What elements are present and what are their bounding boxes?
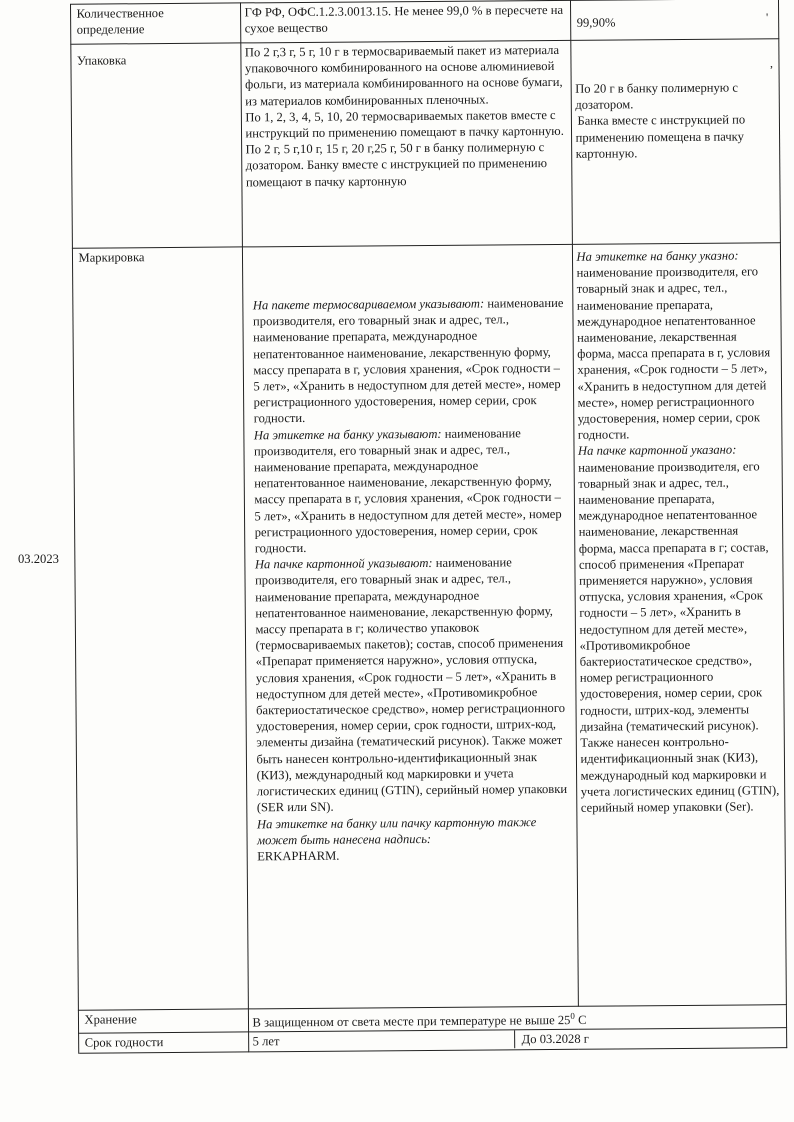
shelf-life-cell	[248, 1028, 786, 1051]
spec-table	[40, 0, 787, 1054]
packaging-req-p1: По 2 г,3 г, 5 г, 10 г в термосвариваемый пакет из материала упаковочного комбинированного на основе алюминиевой фольги, из материала комбинированного на основе бумаги, из материалов комбинированных пленочных.	[244, 42, 563, 108]
marking-requirement-cell	[242, 244, 578, 1009]
packaging-req-p2: По 1, 2, 3, 4, 5, 10, 20 термосвариваемых пакетов вместе с инструкций по применению помещают в пачку картонную.	[245, 107, 564, 141]
spec-table-wrapper	[40, 0, 787, 1054]
packaging-requirement-cell	[240, 40, 572, 247]
marking-right-text-1: наименование производителя, его товарный знак и адрес, тел., наименование препарата, международное непатентованное наименование, лекарственная форма, масса препарата в г, условия хранения, «Срок годности – 5 лет», «Хранить в недоступном для детей месте», номер регистрационного удостоверения, номер серии, срок годности.	[576, 264, 771, 443]
storage-label: Хранение	[78, 1009, 248, 1034]
packaging-res-p2: Банка вместе с инструкцией по применению помещена в пачку картонную.	[575, 112, 746, 161]
scan-mark: ,	[770, 56, 773, 70]
table-row-assay	[40, 0, 778, 44]
assay-result: 99,90%	[570, 0, 778, 40]
marking-left-heading-4: На этикетке на банку или пачку картонную также может быть нанесена надпись:	[256, 814, 537, 848]
marking-label: Маркировка	[72, 247, 248, 1010]
marking-left-text-3: наименование производителя, его товарный знак и адрес, тел., наименование препарата, международное непатентованное наименование, лекарственную форму, массу препарата в г; количество упаковок (термосвариваемых пакетов); состав, способ применения «Препарат применяется наружно», условия отпуска, условия хранения, «Срок годности – 5 лет», «Хранить в недоступном для детей месте», «Противомикробное бактериостатическое средство», номер регистрационного удостоверения, номер серии, срок годности, штрих-код, элементы дизайна (тематический рисунок). Также может быть нанесен контрольно-идентификационный знак (КИЗ), международный код маркировки и учета логистических единиц (GTIN), серийный номер упаковки (SER или SN).	[254, 555, 568, 815]
assay-requirement: ГФ РФ, ОФС.1.2.3.0013.15. Не менее 99,0 % в пересчете на сухое вещество	[240, 0, 570, 43]
marking-left-heading-1: На пакете термосвариваемом указывают:	[252, 296, 485, 313]
packaging-label: Упаковка	[70, 43, 242, 248]
marking-right-text-2: наименование производителя, его товарный знак и адрес, тел., наименование препарата, международное непатентованное наименование, лекарственная форма, масса препарата в г; состав, способ применения «Препарат применяется наружно», условия отпуска, условия хранения, «Срок годности – 5 лет», «Хранить в недоступном для детей месте», «Противомикробное бактериостатическое средство», номер регистрационного удостоверения, номер серии, срок годности, штрих-код, элементы дизайна (тематический рисунок). Также нанесен контрольно-идентификационный знак (КИЗ), международный код маркировки и учета логистических единиц (GTIN), серийный номер упаковки (Ser).	[578, 459, 780, 815]
packaging-result-cell	[570, 39, 780, 245]
assay-label-cell	[70, 3, 240, 44]
shelf-life-requirement: 5 лет	[252, 1034, 280, 1049]
marking-left-heading-3: На пачке картонной указывают:	[254, 556, 433, 572]
marking-result-cell	[572, 243, 786, 1007]
storage-unit: С	[577, 1012, 587, 1027]
packaging-res-p1: По 20 г в банку полимерную с дозатором.	[575, 80, 738, 113]
assay-label-line2: определение	[76, 22, 145, 37]
margin-date: 03.2023	[18, 552, 59, 566]
marking-left-text-2: наименование производителя, его товарный знак и адрес, тел., наименование препарата, международное непатентованное наименование, лекарственную форму, массу препарата в г, условия хранения, «Срок годности – 5 лет», «Хранить в недоступном для детей месте», номер регистрационного удостоверения, номер серии, срок годности.	[253, 425, 562, 556]
table-row-marking	[42, 243, 786, 1011]
marking-left-text-1: наименование производителя, его товарный знак и адрес, тел., наименование препарата, международное непатентованное наименование, лекарственную форму, массу препарата в г, условия хранения, «Срок годности – 5 лет», «Хранить в недоступном для детей месте», номер регистрационного удостоверения, номер серии, срок годности.	[252, 295, 564, 426]
marking-right-heading-2: На пачке картонной указано:	[577, 442, 737, 459]
table-row-packaging	[40, 39, 780, 249]
marking-left-heading-2: На этикетке на банку указывают:	[253, 426, 442, 442]
scan-mark: '	[766, 10, 769, 24]
marking-right-heading-1: На этикетке на банку указно:	[576, 248, 739, 264]
storage-degree: 0	[570, 1010, 575, 1021]
storage-requirement: В защищенном от света месте при температуре не выше 25	[252, 1013, 571, 1030]
shelf-life-label: Срок годности	[78, 1032, 248, 1053]
assay-label-line1: Количественное	[76, 6, 164, 21]
shelf-life-result: До 03.2028 г	[515, 1029, 782, 1048]
packaging-req-p3: По 2 г, 5 г,10 г, 15 г, 20 г,25 г, 50 г в банку полимерную с дозатором. Банку вместе с инструкцией по применению помещают в пачку картонную	[245, 140, 548, 190]
marking-left-text-4: ERKAPHARM.	[257, 848, 340, 864]
